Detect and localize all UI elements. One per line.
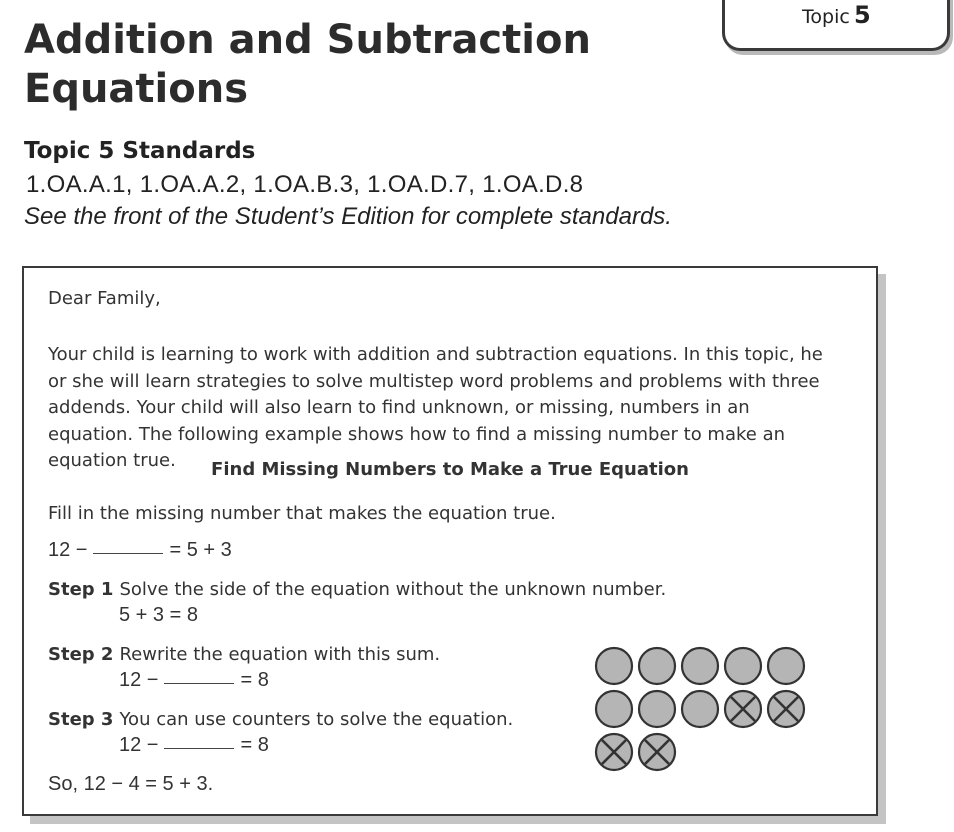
counter-crossed: [766, 689, 806, 729]
step-2-eq-left: 12 −: [119, 669, 159, 691]
counter: [637, 689, 677, 729]
counter: [594, 689, 634, 729]
topic-tab: [722, 0, 950, 51]
counter: [723, 646, 763, 686]
step-2-label: Step 2: [48, 644, 114, 665]
step-3-text: You can use counters to solve the equation.: [119, 709, 514, 730]
counter: [766, 646, 806, 686]
title-line-2: Equations: [24, 66, 249, 112]
conclusion: So, 12 − 4 = 5 + 3.: [48, 773, 214, 795]
main-equation: [48, 539, 232, 562]
standards-list: 1.OA.A.1, 1.OA.A.2, 1.OA.B.3, 1.OA.D.7, 1.OA.D.8: [26, 171, 584, 198]
step-3-eq-right: = 8: [240, 734, 269, 756]
step-3-blank: [164, 747, 234, 749]
counters-diagram: [594, 646, 814, 796]
step-2-equation: [119, 669, 269, 692]
step-3-label: Step 3: [48, 709, 114, 730]
step-2-text: Rewrite the equation with this sum.: [119, 644, 441, 665]
topic-label: Topic: [802, 6, 850, 28]
answer-blank: [93, 552, 163, 554]
instruction-text: Fill in the missing number that makes the equation true.: [48, 503, 556, 524]
step-1-label: Step 1: [48, 579, 114, 600]
step-1: [48, 579, 666, 600]
step-3-equation: [119, 734, 269, 757]
section-title: Find Missing Numbers to Make a True Equation: [211, 459, 689, 480]
step-3-eq-left: 12 −: [119, 734, 159, 756]
page-title: [24, 16, 644, 114]
step-2: [48, 644, 440, 665]
counter: [637, 646, 677, 686]
step-3: [48, 709, 513, 730]
standards-heading: Topic 5 Standards: [24, 138, 256, 164]
counter: [680, 689, 720, 729]
equation-left: 12 −: [48, 539, 88, 561]
equation-right: = 5 + 3: [169, 539, 232, 561]
counter: [594, 646, 634, 686]
topic-number: 5: [854, 1, 871, 29]
letter-paragraph: Your child is learning to work with addition and subtraction equations. In this topic, he or she will learn strategies to solve multistep word problems and problems with three addends. Your child will also learn to find unknown, or missing, numbers in an equation. The following example shows how to find a missing number to make an equation true.: [48, 344, 823, 471]
family-letter: [22, 266, 878, 816]
title-line-1: Addition and Subtraction: [24, 17, 591, 63]
step-1-text: Solve the side of the equation without the unknown number.: [119, 579, 667, 600]
counter-crossed: [723, 689, 763, 729]
step-1-equation: 5 + 3 = 8: [119, 604, 198, 626]
step-2-blank: [164, 682, 234, 684]
letter-greeting: Dear Family,: [48, 288, 161, 309]
standards-note: See the front of the Student’s Edition for complete standards.: [24, 203, 672, 230]
counter-crossed: [594, 732, 634, 772]
counter: [680, 646, 720, 686]
counter-crossed: [637, 732, 677, 772]
step-2-eq-right: = 8: [240, 669, 269, 691]
